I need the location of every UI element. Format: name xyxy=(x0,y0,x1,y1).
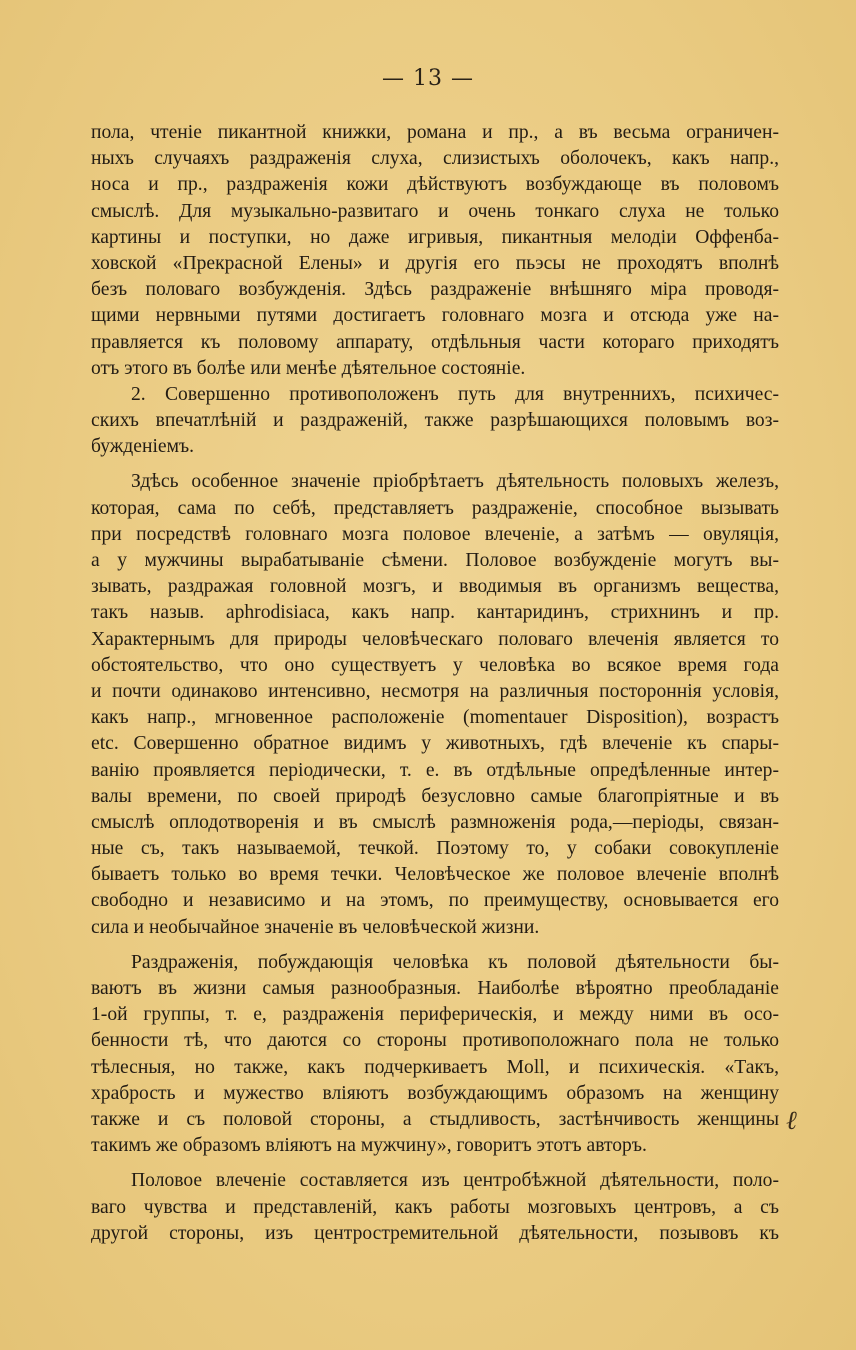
text-line: сила и необычайное значеніе въ человѣческой жизни. xyxy=(91,916,540,938)
text-line: 1-ой группы, т. е, раздраженія периферическія, и между ними въ осо- xyxy=(91,1004,779,1026)
text-line: бываетъ только во время течки. Человѣческое же половое влеченіе вполнѣ xyxy=(91,864,779,886)
paragraph-gap xyxy=(91,1159,779,1168)
text-line: свободно и независимо и на этомъ, по преимуществу, основывается его xyxy=(91,890,779,912)
text-line: скихъ впечатлѣній и раздраженій, также разрѣшающихся половымъ воз- xyxy=(91,410,779,432)
text-line: которая, сама по себѣ, представляетъ раздраженіе, способное вызывать xyxy=(91,497,779,519)
text-line: зывать, раздражая головной мозгъ, и вводимыя въ организмъ вещества, xyxy=(91,576,779,598)
text-line: какъ напр., мгновенное расположеніе (momentauer Disposition), возрастъ xyxy=(91,707,779,729)
text-line: при посредствѣ головнаго мозга половое влеченіе, а затѣмъ — овуляція, xyxy=(91,523,779,545)
text-line: Здѣсь особенное значеніе пріобрѣтаетъ дѣятельность половыхъ железъ, xyxy=(131,471,779,493)
text-line: ваютъ въ жизни самыя разнообразныя. Наиболѣе вѣроятно преобладаніе xyxy=(91,978,779,999)
text-line: бенности тѣ, что даются со стороны противоположнаго пола не только xyxy=(91,1030,779,1052)
text-line: отъ этого въ болѣе или менѣе дѣятельное состояніе. xyxy=(91,357,526,379)
text-line: тѣлесныя, но также, какъ подчеркиваетъ Moll, и психическія. «Такъ, xyxy=(91,1056,779,1078)
text-line: такъ назыв. aphrodisiaca, какъ напр. кантаридинъ, стрихнинъ и пр. xyxy=(91,602,779,624)
text-line: такимъ же образомъ вліяютъ на мужчину», говоритъ этотъ авторъ. xyxy=(91,1135,647,1157)
text-line: правляется къ половому аппарату, отдѣльныя части котораго приходятъ xyxy=(91,331,779,353)
text-line: ваго чувства и представленій, какъ работы мозговыхъ центровъ, а съ xyxy=(91,1196,779,1218)
text-line: другой стороны, изъ центростремительной дѣятельности, позывовъ къ xyxy=(91,1222,779,1244)
text-line: 2. Совершенно противоположенъ путь для внутреннихъ, психичес- xyxy=(131,383,779,405)
text-line: и почти одинаково интенсивно, несмотря на различныя постороннія условія, xyxy=(91,680,779,702)
text-line: ные съ, такъ называемой, течкой. Поэтому то, у собаки совокупленіе xyxy=(91,838,779,860)
text-line: валы времени, по своей природѣ безусловно самые благопріятные и въ xyxy=(91,785,779,807)
page-number: — 13 — xyxy=(382,66,474,91)
text-line: etc. Совершенно обратное видимъ у животныхъ, гдѣ влеченіе къ спары- xyxy=(91,733,779,755)
text-line: пола, чтеніе пикантной книжки, романа и пр., а въ весьма ограничен- xyxy=(91,122,779,143)
paragraph-gap xyxy=(91,941,779,950)
text-line: бужденіемъ. xyxy=(91,436,195,458)
paragraph-gap xyxy=(91,460,779,469)
text-line: смыслѣ оплодотворенія и въ смыслѣ размноженія рода,—періоды, связан- xyxy=(91,811,779,833)
text-line: также и съ половой стороны, а стыдливость, застѣнчивость женщины xyxy=(91,1108,779,1130)
text-line: безъ половаго возбужденія. Здѣсь раздраженіе внѣшняго міра проводя- xyxy=(91,279,779,301)
text-line: картины и поступки, но даже игривыя, пикантныя мелодіи Оффенба- xyxy=(91,226,779,248)
text-line: Раздраженія, побуждающія человѣка къ половой дѣятельности бы- xyxy=(131,951,779,973)
text-line: ванію проявляется періодически, т. е. въ отдѣльные опредѣленные интер- xyxy=(91,759,779,781)
body-text xyxy=(91,120,779,1247)
text-line: смыслѣ. Для музыкально-развитаго и очень тонкаго слуха не только xyxy=(91,200,779,222)
text-line: ховской «Прекрасной Елены» и другія его пьэсы не проходятъ вполнѣ xyxy=(91,252,779,274)
text-line: ныхъ случаяхъ раздраженія слуха, слизистыхъ оболочекъ, какъ напр., xyxy=(91,148,779,170)
text-line: Характернымъ для природы человѣческаго половаго влеченія является то xyxy=(91,628,779,650)
text-line: храбрость и мужество вліяютъ возбуждающимъ образомъ на женщину xyxy=(91,1082,779,1104)
margin-pencil-mark: ℓ xyxy=(786,1106,797,1136)
text-line: Половое влеченіе составляется изъ центробѣжной дѣятельности, поло- xyxy=(131,1170,779,1192)
text-line: а у мужчины вырабатываніе сѣмени. Половое возбужденіе могутъ вы- xyxy=(91,550,779,571)
text-line: носа и пр., раздраженія кожи дѣйствуютъ возбуждающе въ половомъ xyxy=(91,174,779,196)
text-line: обстоятельство, что оно существуетъ у человѣка во всякое время года xyxy=(91,654,779,676)
text-line: щими нервными путями достигаетъ головнаго мозга и отсюда уже на- xyxy=(91,305,779,327)
